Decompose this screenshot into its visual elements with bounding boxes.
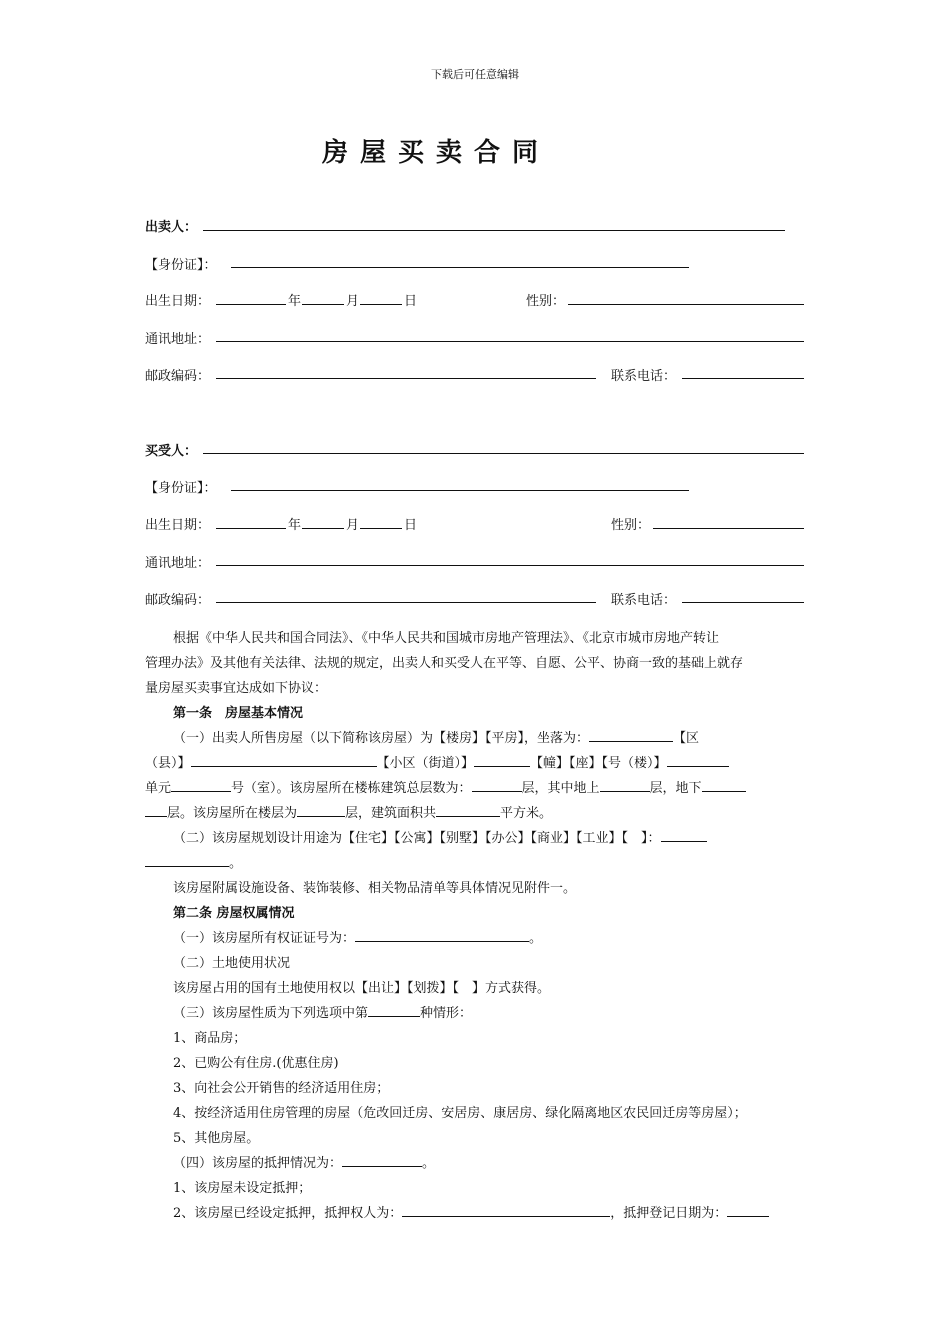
buyer-label: 买受人： bbox=[145, 444, 198, 459]
seller-postcode-field[interactable] bbox=[216, 378, 596, 379]
art2-p5a: （四）该房屋的抵押情况为： bbox=[173, 1156, 343, 1171]
art2-mortgage-field[interactable] bbox=[342, 1153, 422, 1167]
seller-address-field[interactable] bbox=[216, 341, 804, 342]
art2-mortgage-option-1: 1、该房屋未设定抵押； bbox=[173, 1181, 312, 1196]
buyer-gender-field[interactable] bbox=[653, 528, 804, 529]
art1-underground-field-cont[interactable] bbox=[145, 803, 167, 817]
art2-certificate-field[interactable] bbox=[355, 928, 529, 942]
seller-postcode-label: 邮政编码： bbox=[145, 369, 211, 384]
buyer-postcode-label: 邮政编码： bbox=[145, 593, 211, 608]
art2-mortgage-date-field[interactable] bbox=[727, 1203, 769, 1217]
seller-month-label: 月 bbox=[346, 294, 360, 309]
buyer-id-field[interactable] bbox=[231, 490, 689, 491]
art1-p4a: 层。该房屋所在楼层为 bbox=[167, 806, 298, 821]
seller-year-label: 年 bbox=[288, 294, 302, 309]
art1-clause-1-line-3 bbox=[145, 777, 746, 796]
buyer-name-field[interactable] bbox=[203, 453, 804, 454]
art1-building-field[interactable] bbox=[667, 753, 729, 767]
art2-option-3: 3、向社会公开销售的经济适用住房； bbox=[173, 1081, 390, 1096]
buyer-phone-field[interactable] bbox=[682, 602, 804, 603]
seller-birth-month-field[interactable] bbox=[302, 304, 344, 305]
art1-p1a: （一）出卖人所售房屋（以下简称该房屋）为【楼房】【平房】，坐落为： bbox=[173, 731, 590, 746]
document-title: 房屋买卖合同 bbox=[322, 138, 551, 168]
art2-land-use: 该房屋占用的国有土地使用权以【出让】【划拨】【 】方式获得。 bbox=[173, 981, 551, 996]
buyer-address-label: 通讯地址： bbox=[145, 556, 211, 571]
article-2-heading: 第二条 房屋权属情况 bbox=[173, 906, 295, 921]
seller-gender-label: 性别： bbox=[526, 294, 566, 309]
art1-district-field[interactable] bbox=[191, 753, 377, 767]
art2-option-5: 5、其他房屋。 bbox=[173, 1131, 260, 1146]
art1-underground-field[interactable] bbox=[702, 778, 746, 792]
seller-phone-field[interactable] bbox=[682, 378, 804, 379]
art1-community-field[interactable] bbox=[474, 753, 530, 767]
buyer-month-label: 月 bbox=[346, 518, 360, 533]
art1-p2a: （县）】 bbox=[145, 756, 191, 771]
buyer-address-field[interactable] bbox=[216, 565, 804, 566]
header-note: 下载后可任意编辑 bbox=[431, 68, 519, 81]
art1-usage-field-cont[interactable] bbox=[145, 853, 229, 867]
buyer-birth-year-field[interactable] bbox=[216, 528, 286, 529]
art1-p3c: 层，其中地上 bbox=[521, 781, 600, 796]
art2-p5b: 。 bbox=[422, 1156, 436, 1171]
buyer-day-label: 日 bbox=[404, 518, 418, 533]
art2-clause-4 bbox=[173, 1152, 435, 1171]
art1-location-field[interactable] bbox=[589, 728, 673, 742]
art2-p1a: （一）该房屋所有权证证号为： bbox=[173, 931, 356, 946]
seller-birth-year-field[interactable] bbox=[216, 304, 286, 305]
article-1-heading: 第一条 房屋基本情况 bbox=[173, 706, 304, 721]
seller-phone-label: 联系电话： bbox=[611, 369, 677, 384]
seller-id-label: 【身份证】： bbox=[145, 258, 217, 273]
buyer-gender-label: 性别： bbox=[611, 518, 651, 533]
art2-m2a: 2、该房屋已经设定抵押，抵押权人为： bbox=[173, 1206, 403, 1221]
preamble-line-2: 管理办法》及其他有关法律、法规的规定，出卖人和买受人在平等、自愿、公平、协商一致的基础上就存 bbox=[145, 656, 744, 671]
art2-type-field[interactable] bbox=[368, 1003, 420, 1017]
art1-above-ground-field[interactable] bbox=[600, 778, 650, 792]
art1-p3a: 单元 bbox=[145, 781, 172, 796]
buyer-postcode-field[interactable] bbox=[216, 602, 596, 603]
art1-p5: （二）该房屋规划设计用途为【住宅】【公寓】【别墅】【办公】【商业】【工业】【 】： bbox=[173, 831, 661, 846]
seller-day-label: 日 bbox=[404, 294, 418, 309]
seller-birth-day-field[interactable] bbox=[360, 304, 402, 305]
buyer-birth-day-field[interactable] bbox=[360, 528, 402, 529]
seller-address-label: 通讯地址： bbox=[145, 332, 211, 347]
art1-clause-2-line-2 bbox=[145, 852, 242, 871]
seller-birth-label: 出生日期： bbox=[145, 294, 211, 309]
art2-option-1: 1、商品房； bbox=[173, 1031, 247, 1046]
art2-m2b: ，抵押登记日期为： bbox=[610, 1206, 728, 1221]
art1-p3d: 层，地下 bbox=[649, 781, 702, 796]
art1-clause-2-line-1 bbox=[173, 827, 707, 846]
buyer-phone-label: 联系电话： bbox=[611, 593, 677, 608]
seller-gender-field[interactable] bbox=[568, 304, 804, 305]
buyer-year-label: 年 bbox=[288, 518, 302, 533]
art1-attachment-note: 该房屋附属设施设备、装饰装修、相关物品清单等具体情况见附件一。 bbox=[173, 881, 577, 896]
seller-label: 出卖人： bbox=[145, 220, 198, 235]
art2-clause-1 bbox=[173, 927, 542, 946]
art1-clause-1-line-2 bbox=[145, 752, 729, 771]
art1-clause-1-line-4 bbox=[145, 802, 552, 821]
preamble-line-1: 根据《中华人民共和国合同法》、《中华人民共和国城市房地产管理法》、《北京市城市房地产转让 bbox=[173, 631, 720, 646]
seller-id-field[interactable] bbox=[231, 267, 689, 268]
art2-clause-2: （二）土地使用状况 bbox=[173, 956, 291, 971]
art2-mortgage-option-2 bbox=[173, 1202, 769, 1221]
buyer-birth-month-field[interactable] bbox=[302, 528, 344, 529]
art1-unit-field[interactable] bbox=[171, 778, 231, 792]
art1-area-field[interactable] bbox=[436, 803, 500, 817]
art1-p4b: 层，建筑面积共 bbox=[345, 806, 437, 821]
art1-clause-1-line-1 bbox=[173, 727, 699, 746]
art1-floor-field[interactable] bbox=[297, 803, 345, 817]
buyer-birth-label: 出生日期： bbox=[145, 518, 211, 533]
art2-option-2: 2、已购公有住房.(优惠住房) bbox=[173, 1056, 339, 1071]
art2-mortgagee-field[interactable] bbox=[402, 1203, 610, 1217]
art1-p2b: 【小区（街道）】 bbox=[376, 756, 475, 771]
art1-p4c: 平方米。 bbox=[500, 806, 553, 821]
art2-p4a: （三）该房屋性质为下列选项中第 bbox=[173, 1006, 369, 1021]
art2-option-4: 4、按经济适用住房管理的房屋（危改回迁房、安居房、康居房、绿化隔离地区农民回迁房等房屋）； bbox=[173, 1106, 747, 1121]
art2-p4b: 种情形： bbox=[420, 1006, 473, 1021]
art1-p1b: 【区 bbox=[673, 731, 700, 746]
art2-p1b: 。 bbox=[529, 931, 543, 946]
art2-clause-3 bbox=[173, 1002, 472, 1021]
art1-total-floors-field[interactable] bbox=[472, 778, 522, 792]
art1-p2c: 【幢】【座】【号（楼）】 bbox=[530, 756, 667, 771]
art1-usage-field[interactable] bbox=[661, 828, 707, 842]
art1-p3b: 号（室）。该房屋所在楼栋建筑总层数为： bbox=[231, 781, 472, 796]
art1-p6: 。 bbox=[229, 856, 243, 871]
preamble-line-3: 量房屋买卖事宜达成如下协议： bbox=[145, 681, 328, 696]
seller-name-field[interactable] bbox=[203, 230, 785, 231]
buyer-id-label: 【身份证】： bbox=[145, 481, 217, 496]
